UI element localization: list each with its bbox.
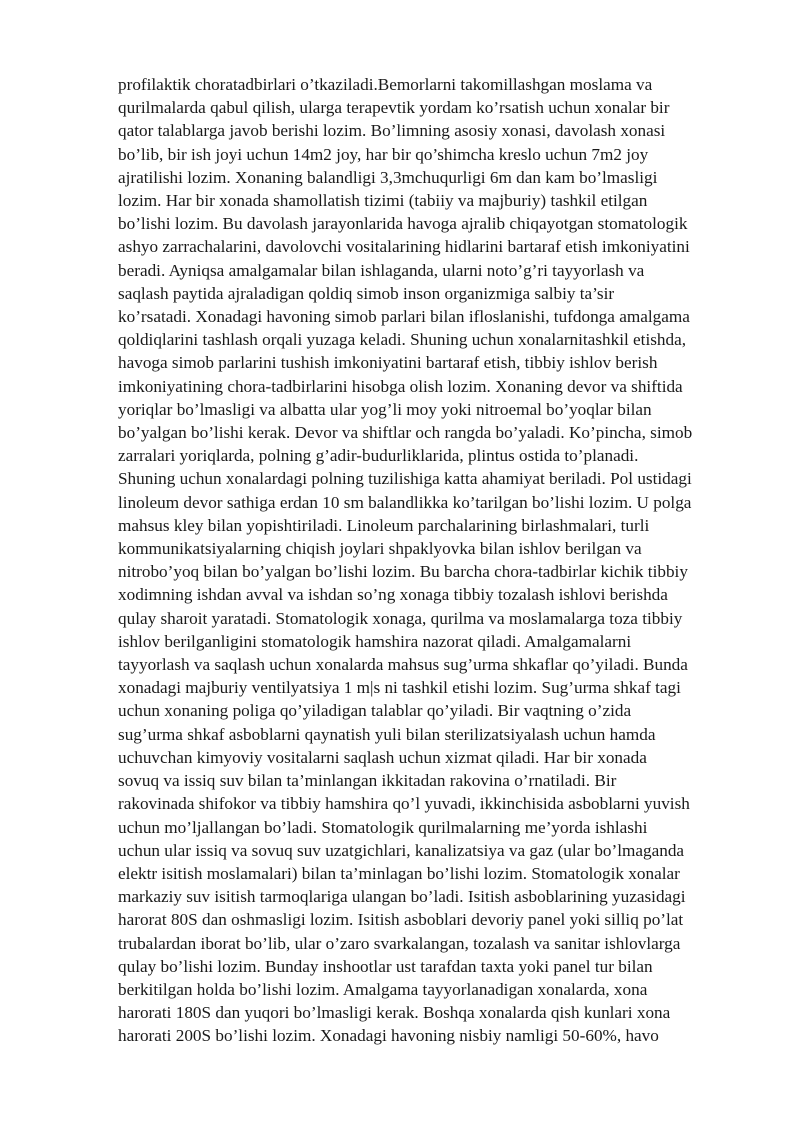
body-text <box>118 73 718 1048</box>
text-line: uchuvchan kimyoviy vositalarni saqlash uchun xizmat qiladi. Har bir xonada <box>118 747 647 767</box>
text-line: uchun xonaning poliga qo’yiladigan talablar qo’yiladi. Bir vaqtning o’zida <box>118 701 632 721</box>
text-line: uchun mo’ljallangan bo’ladi. Stomatologik qurilmalarning me’yorda ishlashi <box>118 817 648 837</box>
text-line: trubalardan iborat bo’lib, ular o’zaro svarkalangan, tozalash va sanitar ishlovlarga <box>118 933 681 953</box>
text-line: bo’lib, bir ish joyi uchun 14m2 joy, har bir qo’shimcha kreslo uchun 7m2 joy <box>118 144 649 164</box>
text-line: ko’rsatadi. Xonadagi havoning simob parlari bilan ifloslanishi, tufdonga amalgama <box>118 307 690 327</box>
text-line: nitrobo’yoq bilan bo’yalgan bo’lishi lozim. Bu barcha chora-tadbirlar kichik tibbiy <box>118 562 688 582</box>
text-line: xonadagi majburiy ventilyatsiya 1 m|s ni tashkil etishi lozim. Sug’urma shkaf tagi <box>118 678 681 698</box>
text-line: ishlov berilganligini stomatologik hamshira nazorat qiladi. Amalgamalarni <box>118 631 632 651</box>
text-line: kommunikatsiyalarning chiqish joylari shpaklyovka bilan ishlov berilgan va <box>118 539 642 559</box>
text-line: saqlash paytida ajraladigan qoldiq simob inson organizmiga salbiy ta’sir <box>118 283 615 303</box>
text-line: qator talablarga javob berishi lozim. Bo’limning asosiy xonasi, davolash xonasi <box>118 121 666 141</box>
text-line: yoriqlar bo’lmasligi va albatta ular yog’li moy yoki nitroemal bo’yoqlar bilan <box>118 399 652 419</box>
text-line: linoleum devor sathiga erdan 10 sm balandlikka ko’tarilgan bo’lishi lozim. U polga <box>118 492 692 512</box>
text-line: qoldiqlarini tashlash orqali yuzaga keladi. Shuning uchun xonalarnitashkil etishda, <box>118 330 687 350</box>
text-line: mahsus kley bilan yopishtiriladi. Linoleum parchalarining birlashmalari, turli <box>118 515 650 535</box>
text-line: bo’yalgan bo’lishi kerak. Devor va shiftlar och rangda bo’yaladi. Ko’pincha, simob <box>118 423 693 443</box>
text-line: markaziy suv isitish tarmoqlariga ulangan bo’ladi. Isitish asboblarining yuzasidagi <box>118 887 686 907</box>
text-line: qulay bo’lishi lozim. Bunday inshootlar ust tarafdan taxta yoki panel tur bilan <box>118 956 653 976</box>
text-line: sovuq va issiq suv bilan ta’minlangan ikkitadan rakovina o’rnatiladi. Bir <box>118 771 617 791</box>
text-line: beradi. Ayniqsa amalgamalar bilan ishlaganda, ularni noto’g’ri tayyorlash va <box>118 260 645 280</box>
text-line: uchun ular issiq va sovuq suv uzatgichlari, kanalizatsiya va gaz (ular bo’lmaganda <box>118 840 685 860</box>
text-line: berkitilgan holda bo’lishi lozim. Amalgama tayyorlanadigan xonalarda, xona <box>118 979 648 999</box>
text-line: imkoniyatining chora-tadbirlarini hisobga olish lozim. Xonaning devor va shiftida <box>118 376 683 396</box>
text-line: elektr isitish moslamalari) bilan ta’minlagan bo’lishi lozim. Stomatologik xonalar <box>118 863 680 883</box>
text-line: Shuning uchun xonalardagi polning tuzilishiga katta ahamiyat beriladi. Pol ustidagi <box>118 469 692 489</box>
text-line: sug’urma shkaf asboblarni qaynatish yuli bilan sterilizatsiyalash uchun hamda <box>118 724 656 744</box>
text-line: ajratilishi lozim. Xonaning balandligi 3,3mchuqurligi 6m dan kam bo’lmasligi <box>118 167 658 187</box>
text-line: qurilmalarda qabul qilish, ularga terapevtik yordam ko’rsatish uchun xonalar bir <box>118 98 670 118</box>
text-line: lozim. Har bir xonada shamollatish tizimi (tabiiy va majburiy) tashkil etilgan <box>118 191 648 211</box>
text-line: harorati 180S dan yuqori bo’lmasligi kerak. Boshqa xonalarda qish kunlari xona <box>118 1003 671 1023</box>
text-line: tayyorlash va saqlash uchun xonalarda mahsus sug’urma shkaflar qo’yiladi. Bunda <box>118 655 688 675</box>
text-line: havoga simob parlarini tushish imkoniyatini bartaraf etish, tibbiy ishlov berish <box>118 353 658 373</box>
text-line: ashyo zarrachalarini, davolovchi vositalarining hidlarini bartaraf etish imkoniyatini <box>118 237 690 257</box>
text-line: harorati 200S bo’lishi lozim. Xonadagi havoning nisbiy namligi 50-60%, havo <box>118 1026 659 1046</box>
text-line: bo’lishi lozim. Bu davolash jarayonlarida havoga ajralib chiqayotgan stomatologik <box>118 214 688 234</box>
text-line: profilaktik choratadbirlari o’tkaziladi.Bemorlarni takomillashgan moslama va <box>118 75 653 94</box>
text-line: xodimning ishdan avval va ishdan so’ng xonaga tibbiy tozalash ishlovi berishda <box>118 585 668 605</box>
text-line: rakovinada shifokor va tibbiy hamshira qo’l yuvadi, ikkinchisida asboblarni yuvish <box>118 794 690 814</box>
text-line: harorat 80S dan oshmasligi lozim. Isitish asboblari devoriy panel yoki silliq po’lat <box>118 910 684 930</box>
text-line: zarralari yoriqlarda, polning g’adir-budurliklarida, plintus ostida to’planadi. <box>118 446 639 466</box>
text-line: qulay sharoit yaratadi. Stomatologik xonaga, qurilma va moslamalarga toza tibbiy <box>118 608 683 628</box>
